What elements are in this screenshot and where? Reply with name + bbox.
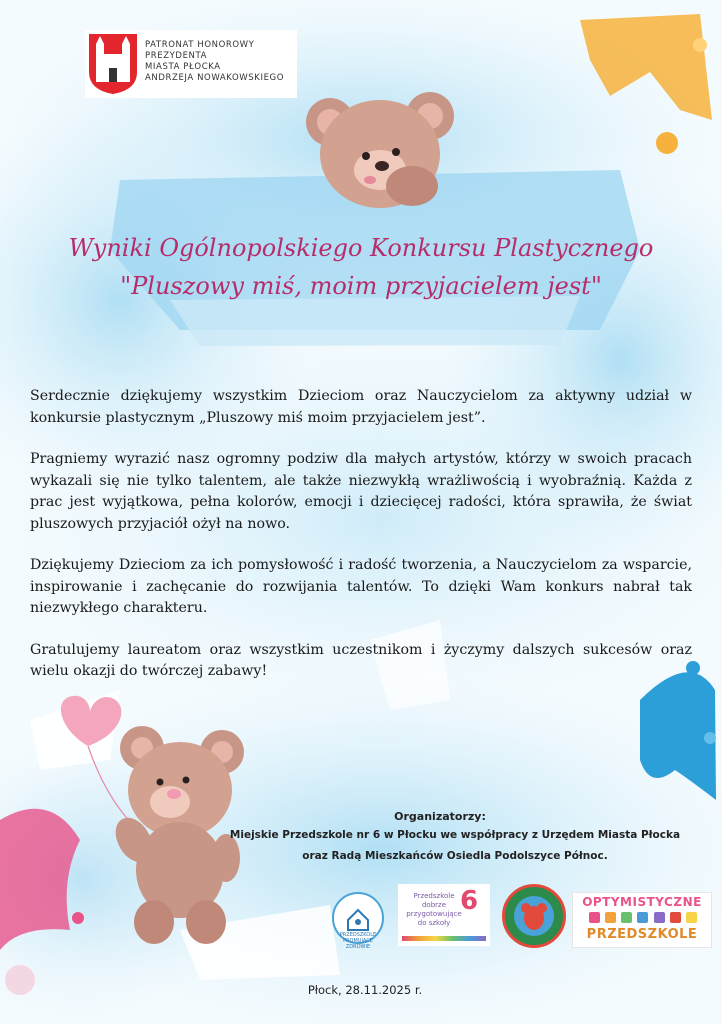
preschool-health-logo [332,892,384,950]
logo-caption: Przedszkole dobrze przygotowujące do szkoły [406,892,462,927]
paragraph: Pragniemy wyrazić nasz ogromny podziw dla małych artystów, którzy w swoich pracach wykazali się nie tylko talentem, ale także niezwykłą wrażliwością i wyobraźnią. Każda z prac jest wyjątkowa, pełna kolorów, emocji i dziecięcej radości, która sprawiła, że świat pluszowych przyjaciół ożył na nowo. [30,451,692,532]
teddy-bear-balloon-illustration [50,690,260,960]
plock-coat-of-arms [87,32,139,96]
bear-emblem-icon [514,896,554,936]
optimistic-preschool-logo [572,892,712,948]
patron-text [145,40,284,84]
preschool-6-emblem [502,884,566,948]
logo-blocks-icon [589,912,697,924]
logo-caption: PRZEDSZKOLE PROMUJĄCE ZDROWIE [339,932,377,950]
patron-line: PREZYDENTA [145,51,208,61]
title-line-2: "Pluszowy miś, moim przyjacielem jest" [120,272,602,300]
organizers-line-2: oraz Radą Mieszkańców Osiedla Podolszyce Północ. [302,850,608,862]
paragraph: Dziękujemy Dzieciom za ich pomysłowość i radość tworzenia, a Nauczycielom za wsparcie, inspirowanie i zachęcanie do rozwijania talentów. To dzięki Wam konkurs nabrał tak niezwykłego charakteru. [30,557,692,616]
document-date: Płock, 28.11.2025 r. [307,983,423,997]
organizers-label: Organizatorzy: [394,810,486,823]
page-title [40,232,682,302]
teddy-bear-top-illustration [300,82,460,212]
patron-line: ANDRZEJA NOWAKOWSKIEGO [145,73,285,83]
letter-body [30,386,692,703]
patron-header [85,30,297,98]
emblem-bear-icon [514,896,554,936]
patron-line: MIASTA PŁOCKA [145,62,221,72]
preschool-ready-logo [398,884,490,946]
logo-title-top: OPTYMISTYCZNE [582,895,702,909]
organizers-line-1: Miejskie Przedszkole nr 6 w Płocku we współpracy z Urzędem Miasta Płocka [229,829,681,841]
paragraph: Gratulujemy laureatom oraz wszystkim uczestnikom i życzymy dalszych sukcesów oraz wielu okazji do twórczej zabawy! [30,641,692,679]
patron-line: PATRONAT HONOROWY [145,40,255,50]
paragraph: Serdecznie dziękujemy wszystkim Dzieciom oraz Nauczycielom za aktywny udział w konkursie plastycznym „Pluszowy miś moim przyjacielem jest”. [30,388,692,426]
title-line-1: Wyniki Ogólnopolskiego Konkursu Plastycznego [68,234,654,262]
logo-title-bottom: PRZEDSZKOLE [586,927,698,942]
crayon-bar-icon [402,936,486,941]
logo-number: 6 [460,886,479,916]
